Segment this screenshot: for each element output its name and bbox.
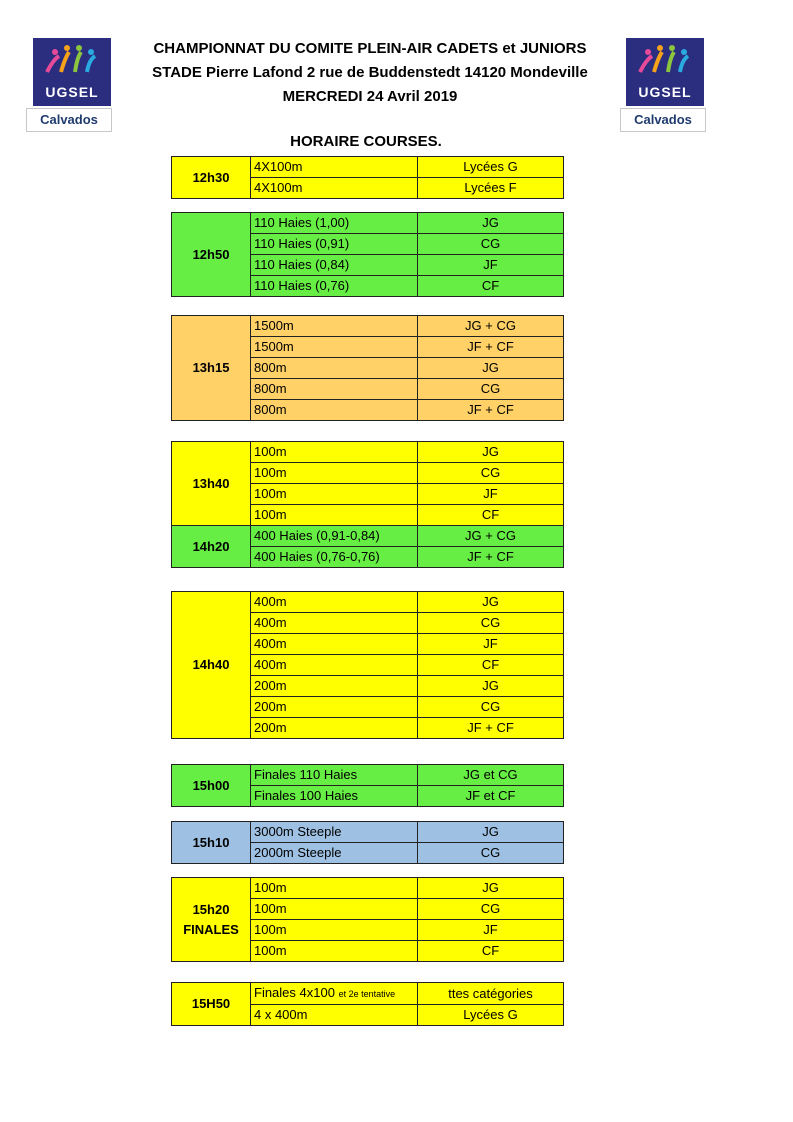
event-cell: 800m xyxy=(251,379,418,400)
header-line-3: MERCREDI 24 Avril 2019 xyxy=(282,88,458,105)
event-cell: 110 Haies (0,76) xyxy=(251,276,418,297)
category-cell: CF xyxy=(418,941,564,962)
event-cell xyxy=(251,983,418,1005)
event-cell: 110 Haies (0,91) xyxy=(251,234,418,255)
event-cell: Finales 100 Haies xyxy=(251,786,418,807)
category-cell: CF xyxy=(418,505,564,526)
category-cell: CG xyxy=(418,234,564,255)
event-note: et 2e tentative xyxy=(338,989,396,999)
event-cell: 110 Haies (1,00) xyxy=(251,213,418,234)
category-cell: JF + CF xyxy=(418,718,564,739)
event-cell: 4X100m xyxy=(251,157,418,178)
category-cell: JF + CF xyxy=(418,547,564,568)
category-cell: CF xyxy=(418,655,564,676)
logo-sublabel-right: Calvados xyxy=(620,108,706,132)
event-cell: 1500m xyxy=(251,337,418,358)
category-cell: JG xyxy=(418,878,564,899)
event-cell: 200m xyxy=(251,718,418,739)
header-line-1: CHAMPIONNAT DU COMITE PLEIN-AIR CADETS et JUNIORS xyxy=(153,40,587,57)
time-cell: 14h40 xyxy=(172,592,251,739)
header-line-2: STADE Pierre Lafond 2 rue de Buddenstedt 14120 Mondeville xyxy=(152,64,588,81)
time-value: 15h20 xyxy=(192,901,230,917)
event-cell: 100m xyxy=(251,442,418,463)
schedule-block-15h20 xyxy=(171,877,564,962)
event-cell: 100m xyxy=(251,878,418,899)
category-cell: ttes catégories xyxy=(418,983,564,1005)
event-cell: 400m xyxy=(251,613,418,634)
category-cell: JF et CF xyxy=(418,786,564,807)
event-cell: 100m xyxy=(251,920,418,941)
category-cell: CG xyxy=(418,843,564,864)
category-cell: JG xyxy=(418,822,564,843)
time-cell xyxy=(172,878,251,962)
ugsel-logo-left xyxy=(33,38,111,106)
category-cell: CG xyxy=(418,613,564,634)
logo-sublabel-left: Calvados xyxy=(26,108,112,132)
category-cell: JF xyxy=(418,920,564,941)
schedule-block-15h50 xyxy=(171,982,564,1026)
category-cell: JG xyxy=(418,592,564,613)
category-cell: JF xyxy=(418,484,564,505)
event-text: Finales 4x100 xyxy=(254,985,335,1000)
event-cell: 4 x 400m xyxy=(251,1005,418,1026)
time-cell: 13h40 xyxy=(172,442,251,526)
event-cell: 400m xyxy=(251,634,418,655)
logo-brand-text: UGSEL xyxy=(638,84,692,100)
schedule-block-13h40-14h20 xyxy=(171,441,564,568)
category-cell: JF + CF xyxy=(418,400,564,421)
category-cell: Lycées F xyxy=(418,178,564,199)
event-cell: 200m xyxy=(251,697,418,718)
category-cell: CG xyxy=(418,379,564,400)
event-cell: 400m xyxy=(251,655,418,676)
event-cell: 100m xyxy=(251,505,418,526)
category-cell: Lycées G xyxy=(418,157,564,178)
time-note: FINALES xyxy=(183,921,239,937)
category-cell: JG + CG xyxy=(418,316,564,337)
event-cell: Finales 110 Haies xyxy=(251,765,418,786)
event-cell: 400 Haies (0,76-0,76) xyxy=(251,547,418,568)
time-cell: 15H50 xyxy=(172,983,251,1026)
event-cell: 800m xyxy=(251,358,418,379)
schedule-block-12h30 xyxy=(171,156,564,199)
time-cell: 15h00 xyxy=(172,765,251,807)
event-cell: 800m xyxy=(251,400,418,421)
schedule-block-12h50 xyxy=(171,212,564,297)
athletes-icon xyxy=(626,38,704,88)
category-cell: JG et CG xyxy=(418,765,564,786)
category-cell: CF xyxy=(418,276,564,297)
category-cell: CG xyxy=(418,463,564,484)
time-cell: 13h15 xyxy=(172,316,251,421)
category-cell: JG xyxy=(418,442,564,463)
category-cell: JG + CG xyxy=(418,526,564,547)
time-cell: 12h30 xyxy=(172,157,251,199)
time-cell: 15h10 xyxy=(172,822,251,864)
event-cell: 4X100m xyxy=(251,178,418,199)
event-cell: 100m xyxy=(251,941,418,962)
category-cell: CG xyxy=(418,899,564,920)
schedule-block-15h10 xyxy=(171,821,564,864)
schedule-block-15h00 xyxy=(171,764,564,807)
category-cell: JG xyxy=(418,358,564,379)
event-cell: 100m xyxy=(251,899,418,920)
ugsel-logo-right xyxy=(626,38,704,106)
category-cell: Lycées G xyxy=(418,1005,564,1026)
schedule-block-13h15 xyxy=(171,315,564,421)
category-cell: JF xyxy=(418,255,564,276)
event-cell: 200m xyxy=(251,676,418,697)
event-cell: 100m xyxy=(251,463,418,484)
event-cell: 3000m Steeple xyxy=(251,822,418,843)
category-cell: CG xyxy=(418,697,564,718)
category-cell: JF xyxy=(418,634,564,655)
time-cell: 12h50 xyxy=(172,213,251,297)
event-cell: 2000m Steeple xyxy=(251,843,418,864)
athletes-icon xyxy=(33,38,111,88)
logo-brand-text: UGSEL xyxy=(45,84,99,100)
event-cell: 100m xyxy=(251,484,418,505)
event-cell: 110 Haies (0,84) xyxy=(251,255,418,276)
category-cell: JF + CF xyxy=(418,337,564,358)
event-cell: 400m xyxy=(251,592,418,613)
category-cell: JG xyxy=(418,213,564,234)
event-cell: 1500m xyxy=(251,316,418,337)
category-cell: JG xyxy=(418,676,564,697)
event-cell: 400 Haies (0,91-0,84) xyxy=(251,526,418,547)
schedule-block-14h40 xyxy=(171,591,564,739)
time-cell: 14h20 xyxy=(172,526,251,568)
section-title: HORAIRE COURSES. xyxy=(290,133,442,150)
